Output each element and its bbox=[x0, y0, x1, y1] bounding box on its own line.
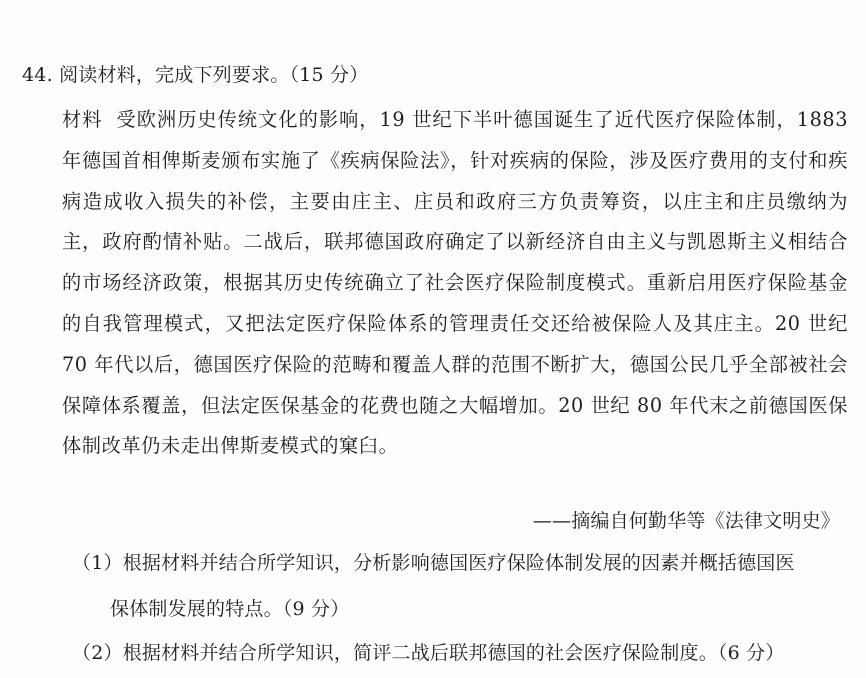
material-paragraph bbox=[62, 100, 848, 467]
material-source: ——摘编自何勤华等《法律文明史》 bbox=[532, 510, 840, 532]
material-text: 受欧洲历史传统文化的影响，19 世纪下半叶德国诞生了近代医疗保险体制，1883 年德国首相俾斯麦颁布实施了《疾病保险法》，针对疾病的保险，涉及医疗费用的支付和疾病造成收入损失的补偿，主要由庄主、庄员和政府三方负责筹资，以庄主和庄员缴纳为主，政府酌情补贴。二战后，联邦德国政府确定了以新经济自由主义与凯恩斯主义相结合的市场经济政策，根据其历史传统确立了社会医疗保险制度模式。重新启用医疗保险基金的自我管理模式，又把法定医疗保险体系的管理责任交还给被保险人及其庄主。20 世纪 70 年代以后，德国医疗保险的范畴和覆盖人群的范围不断扩大，德国公民几乎全部被社会保障体系覆盖，但法定医保基金的花费也随之大幅增加。20 世纪 80 年代末之前德国医保体制改革仍未走出俾斯麦模式的窠臼。 bbox=[62, 108, 849, 458]
question-prompt: 阅读材料，完成下列要求。（15 分） bbox=[59, 64, 369, 86]
sub-question-1: （1）根据材料并结合所学知识，分析影响德国医疗保险体制发展的因素并概括德国医 bbox=[72, 552, 795, 574]
question-number: 44. bbox=[22, 64, 53, 86]
question-header bbox=[22, 62, 368, 88]
sub-question-2: （2）根据材料并结合所学知识，简评二战后联邦德国的社会医疗保险制度。（6 分） bbox=[72, 642, 785, 664]
sub-question-1-continuation: 保体制发展的特点。（9 分） bbox=[110, 598, 350, 620]
material-label: 材料 bbox=[62, 108, 103, 131]
